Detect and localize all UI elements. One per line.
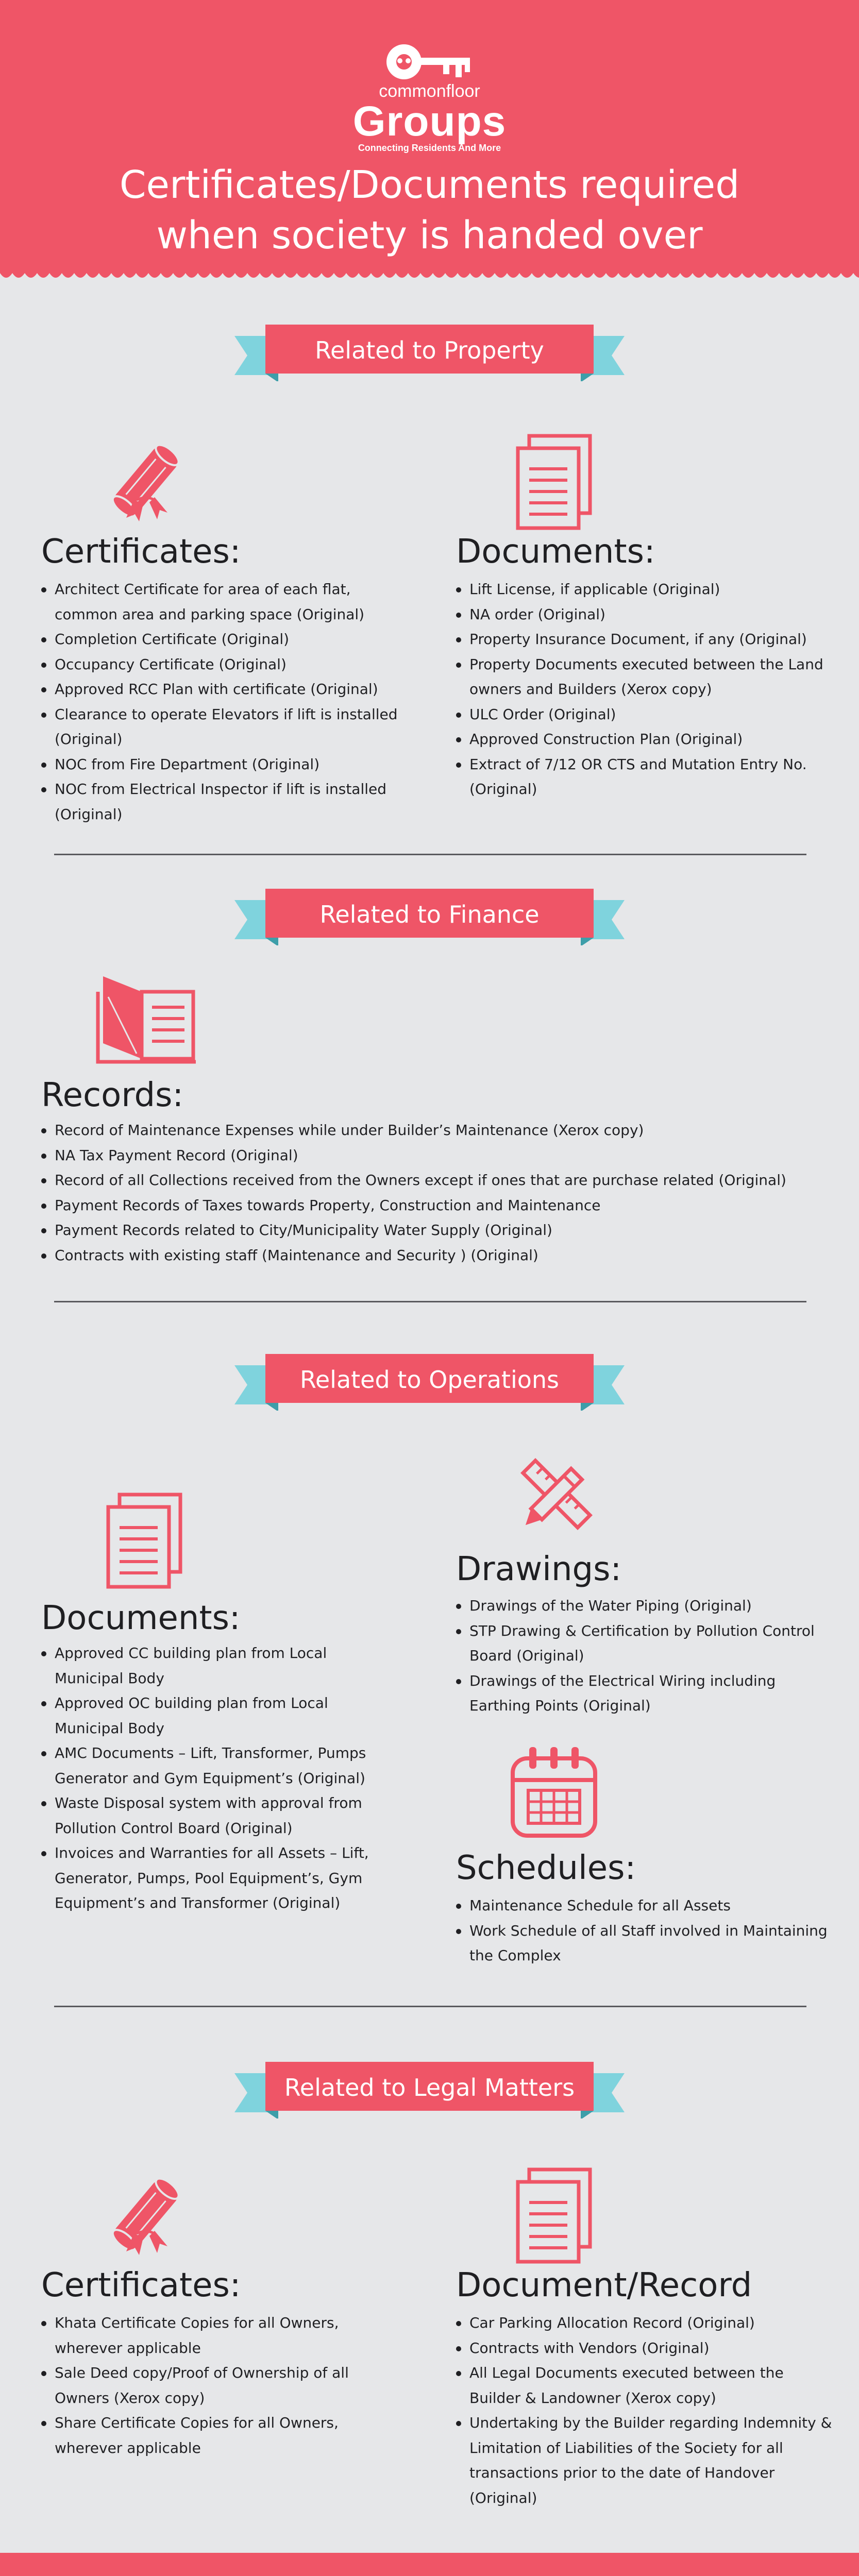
list-item: Drawings of the Water Piping (Original) bbox=[456, 1594, 832, 1619]
legal-certificates-title: Certificates: bbox=[41, 2266, 241, 2304]
scroll-certificate-icon bbox=[98, 433, 196, 533]
operations-documents-list bbox=[41, 1641, 433, 1916]
list-item: Architect Certificate for area of each flat, bbox=[41, 577, 433, 602]
list-item: Invoices and Warranties for all Assets – Lift, bbox=[41, 1841, 433, 1866]
list-item-continued: Owners (Xerox copy) bbox=[55, 2389, 205, 2406]
operations-schedules-list bbox=[456, 1893, 832, 1969]
operations-documents-title: Documents: bbox=[41, 1599, 241, 1637]
list-item: Contracts with existing staff (Maintenance and Security ) (Original) bbox=[41, 1243, 835, 1268]
list-item: Maintenance Schedule for all Assets bbox=[456, 1893, 832, 1919]
logo-tagline: Connecting Residents And More bbox=[358, 143, 501, 153]
list-item: Approved OC building plan from Local bbox=[41, 1691, 433, 1716]
list-item: Property Insurance Document, if any (Original) bbox=[456, 627, 832, 652]
operations-drawings-list bbox=[456, 1594, 832, 1719]
list-item-continued: (Original) bbox=[55, 805, 123, 823]
finance-records-list bbox=[41, 1118, 835, 1268]
list-item-continued: Pollution Control Board (Original) bbox=[55, 1819, 293, 1837]
list-item: NA order (Original) bbox=[456, 602, 832, 628]
list-item-continued: Generator and Gym Equipment’s (Original) bbox=[55, 1769, 365, 1787]
ribbon-property-label: Related to Property bbox=[315, 336, 544, 364]
open-book-icon bbox=[93, 971, 201, 1066]
list-item: Record of Maintenance Expenses while under Builder’s Maintenance (Xerox copy) bbox=[41, 1118, 835, 1143]
legal-certificates-list bbox=[41, 2311, 433, 2461]
list-item: Khata Certificate Copies for all Owners, bbox=[41, 2311, 433, 2336]
list-item-continued: wherever applicable bbox=[55, 2339, 201, 2357]
ribbon-property bbox=[0, 325, 859, 397]
list-item-continued: (Original) bbox=[469, 2489, 537, 2506]
list-item-continued: wherever applicable bbox=[55, 2439, 201, 2456]
list-item-continued: Municipal Body bbox=[55, 1719, 164, 1737]
pencil-ruler-icon bbox=[508, 1445, 605, 1545]
ribbon-legal-label: Related to Legal Matters bbox=[284, 2074, 575, 2102]
page-title-line1: Certificates/Documents required bbox=[119, 163, 740, 207]
list-item: Property Documents executed between the Land bbox=[456, 652, 832, 677]
list-item: Contracts with Vendors (Original) bbox=[456, 2336, 848, 2361]
list-item: AMC Documents – Lift, Transformer, Pumps bbox=[41, 1741, 433, 1766]
list-item-continued: Limitation of Liabilities of the Society for all bbox=[469, 2439, 783, 2456]
page-title-line2: when society is handed over bbox=[156, 213, 703, 258]
list-item: NA Tax Payment Record (Original) bbox=[41, 1143, 835, 1168]
list-item: Clearance to operate Elevators if lift is installed bbox=[41, 702, 433, 727]
property-certificates-title: Certificates: bbox=[41, 533, 241, 571]
list-item: Undertaking by the Builder regarding Indemnity & bbox=[456, 2411, 848, 2436]
section-divider bbox=[54, 1301, 806, 1302]
list-item: Drawings of the Electrical Wiring including bbox=[456, 1669, 832, 1694]
document-stack-icon bbox=[513, 433, 595, 533]
document-stack-icon bbox=[103, 1492, 186, 1591]
list-item: Car Parking Allocation Record (Original) bbox=[456, 2311, 848, 2336]
header-banner bbox=[0, 0, 859, 268]
document-stack-icon bbox=[513, 2166, 595, 2266]
footer-banner bbox=[0, 2553, 859, 2576]
list-item-continued: Municipal Body bbox=[55, 1669, 164, 1687]
list-item-continued: common area and parking space (Original) bbox=[55, 605, 365, 623]
list-item-continued: the Complex bbox=[469, 1947, 561, 1964]
list-item: Lift License, if applicable (Original) bbox=[456, 577, 832, 602]
property-documents-list bbox=[456, 577, 832, 802]
list-item: Approved RCC Plan with certificate (Original) bbox=[41, 677, 433, 702]
legal-document-record-title: Document/Record bbox=[456, 2266, 752, 2304]
ribbon-operations bbox=[0, 1354, 859, 1426]
header-scallop-edge bbox=[0, 268, 859, 289]
list-item: Sale Deed copy/Proof of Ownership of all bbox=[41, 2361, 433, 2386]
logo-brand-small: commonfloor bbox=[379, 81, 480, 101]
list-item: Work Schedule of all Staff involved in Maintaining bbox=[456, 1919, 832, 1944]
list-item-continued: (Original) bbox=[55, 731, 123, 748]
list-item: All Legal Documents executed between the bbox=[456, 2361, 848, 2386]
list-item: ULC Order (Original) bbox=[456, 702, 832, 727]
logo bbox=[0, 41, 859, 154]
operations-drawings-title: Drawings: bbox=[456, 1550, 622, 1588]
scroll-certificate-icon bbox=[98, 2166, 196, 2266]
list-item: NOC from Fire Department (Original) bbox=[41, 752, 433, 777]
list-item: Payment Records of Taxes towards Property, Construction and Maintenance bbox=[41, 1193, 835, 1218]
list-item: Payment Records related to City/Municipality Water Supply (Original) bbox=[41, 1218, 835, 1243]
list-item: STP Drawing & Certification by Pollution Control bbox=[456, 1619, 832, 1644]
list-item-continued: owners and Builders (Xerox copy) bbox=[469, 681, 712, 698]
ribbon-legal bbox=[0, 2062, 859, 2134]
section-divider bbox=[54, 2006, 806, 2007]
key-logo-icon bbox=[363, 41, 497, 82]
list-item-continued: Earthing Points (Original) bbox=[469, 1697, 651, 1714]
ribbon-finance bbox=[0, 889, 859, 961]
list-item: Occupancy Certificate (Original) bbox=[41, 652, 433, 677]
list-item: Completion Certificate (Original) bbox=[41, 627, 433, 652]
list-item-continued: (Original) bbox=[469, 781, 537, 798]
list-item: Approved CC building plan from Local bbox=[41, 1641, 433, 1666]
list-item: Approved Construction Plan (Original) bbox=[456, 727, 832, 752]
page-title bbox=[0, 160, 859, 261]
finance-records-title: Records: bbox=[41, 1076, 184, 1114]
section-divider bbox=[54, 854, 806, 855]
list-item-continued: Builder & Landowner (Xerox copy) bbox=[469, 2389, 716, 2406]
list-item-continued: Board (Original) bbox=[469, 1647, 584, 1664]
list-item-continued: Generator, Pumps, Pool Equipment’s, Gym bbox=[55, 1869, 363, 1887]
property-certificates-list bbox=[41, 577, 433, 827]
list-item: Waste Disposal system with approval from bbox=[41, 1791, 433, 1816]
legal-document-record-list bbox=[456, 2311, 848, 2511]
list-item-continued: transactions prior to the date of Handover bbox=[469, 2464, 775, 2481]
logo-brand-big: Groups bbox=[352, 98, 507, 145]
property-documents-title: Documents: bbox=[456, 533, 655, 571]
operations-schedules-title: Schedules: bbox=[456, 1849, 636, 1887]
list-item: Record of all Collections received from the Owners except if ones that are purchase related (Original) bbox=[41, 1168, 835, 1193]
ribbon-finance-label: Related to Finance bbox=[319, 901, 540, 928]
list-item: Extract of 7/12 OR CTS and Mutation Entry No. bbox=[456, 752, 832, 777]
list-item-continued: Equipment’s and Transformer (Original) bbox=[55, 1894, 341, 1911]
list-item: Share Certificate Copies for all Owners, bbox=[41, 2411, 433, 2436]
list-item: NOC from Electrical Inspector if lift is installed bbox=[41, 777, 433, 802]
calendar-icon bbox=[508, 1744, 600, 1844]
ribbon-operations-label: Related to Operations bbox=[299, 1366, 559, 1394]
